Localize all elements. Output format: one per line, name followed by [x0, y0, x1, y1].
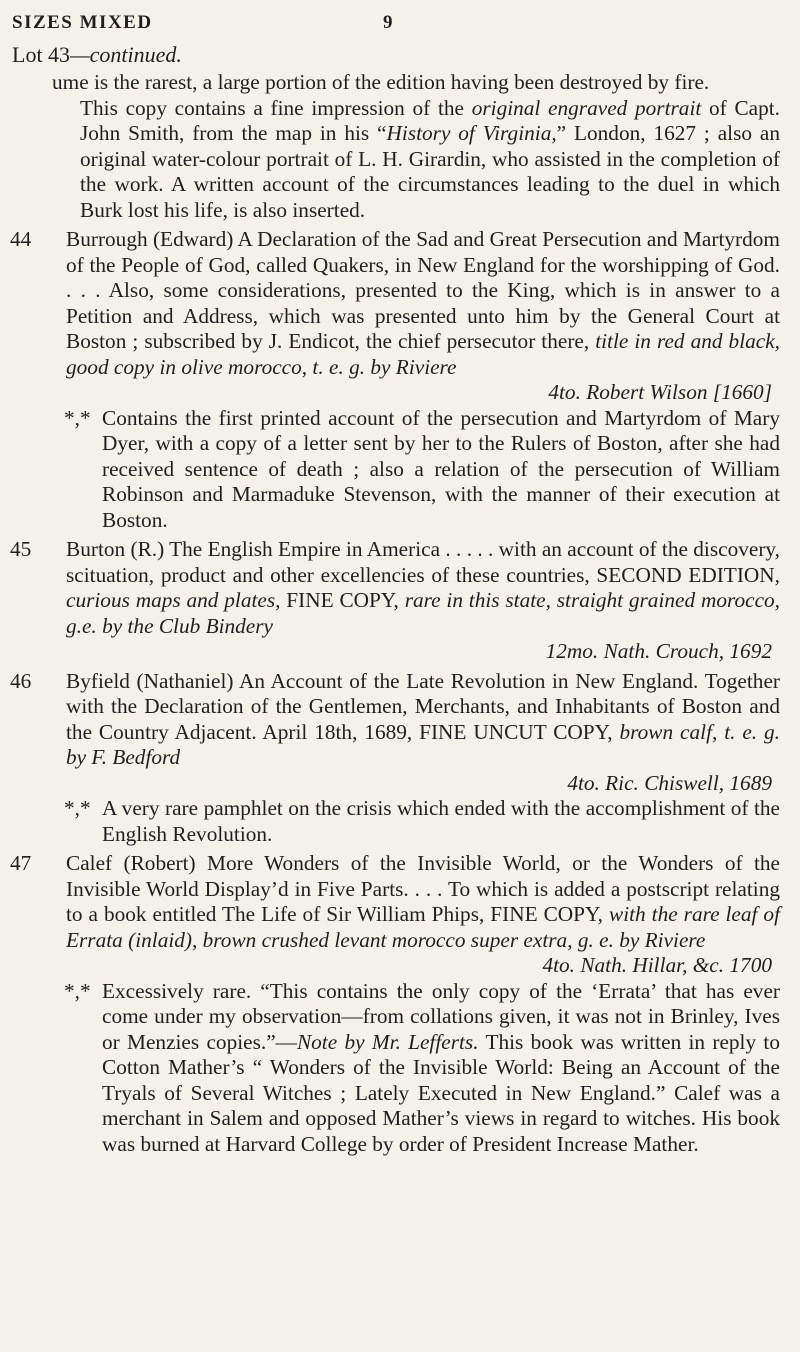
lot47-text-b: with the rare leaf of Errata (inlaid), brown crushed levant morocco super extra, g. e. by Riviere — [66, 902, 780, 952]
lot-45 — [10, 537, 780, 639]
lot43-text-2b: original engraved portrait — [471, 95, 702, 120]
catalogue-body — [10, 70, 781, 1157]
lot45-text-b: curious maps and plates, — [66, 588, 281, 612]
lot-46 — [10, 668, 780, 771]
lot-number: 44 — [10, 227, 32, 251]
lot43-description — [52, 96, 780, 224]
lot47-note — [52, 979, 780, 1158]
lot47-note-text-a: Excessively rare. “This contains the only copy of the ‘Errata’ that has ever come under my observation—from collations given, it was not in Brinley, Ives or Menzies copies.”— — [102, 978, 780, 1054]
lot44-text-a: Burrough (Edward) A Declaration of the Sad and Great Persecution and Martyrdom of the People of God, called Quakers, in New England for the worshipping of God. . . . Also, some considerations, presented to the King, which is in answer to a Petition and Address, which was presented unto him by the General Court at Boston ; subscribed by J. Endicot, the chief persecutor there, — [66, 227, 780, 353]
lot45-text-a: Burton (R.) The English Empire in America . . . . . with an account of the discovery, scituation, product and other excellencies of these countries, SECOND EDITION, — [66, 537, 780, 587]
asterism: *,* — [64, 796, 91, 820]
lot47-note-text-b: Note by Mr. Lefferts. — [296, 1029, 479, 1054]
lot-47 — [10, 851, 780, 953]
lot-number: 45 — [10, 537, 32, 561]
continuation-label: —continued. — [70, 42, 182, 67]
lot46-text-b: brown calf, t. e. g. by F. Bedford — [66, 719, 780, 769]
running-head — [12, 12, 764, 34]
lot-number: 46 — [10, 668, 32, 693]
lot43-text-2d: History of Virginia, — [386, 121, 557, 145]
lot43-text-1: ume is the rarest, a large portion of the edition having been destroyed by fire. — [52, 70, 710, 94]
section-title: SIZES MIXED — [12, 12, 153, 33]
continuation-heading — [12, 42, 182, 68]
lot44-note-text: Contains the first printed account of the persecution and Martyrdom of Mary Dyer, with a copy of a letter sent by her to the Rulers of Boston, after she had received sentence of death ; also a relation of the persecution of William Robinson and Marmaduke Stevenson, with the manner of their execution at Boston. — [102, 405, 780, 532]
asterism: *,* — [64, 978, 91, 1003]
lot45-imprint: 12mo. Nath. Crouch, 1692 — [545, 639, 772, 663]
lot46-note — [52, 796, 780, 847]
lot45-text-d: rare in this state, straight grained morocco, g.e. by the Club Bindery — [66, 588, 780, 638]
lot46-imprint: 4to. Ric. Chiswell, 1689 — [567, 770, 772, 795]
lot43-continuation-text — [52, 70, 780, 96]
lot43-text-2e: ” London, 1627 ; also an original water-colour portrait of L. H. Girardin, who assisted in the completion of the work. A written account of the circumstances leading to the duel in which Burk lost his life, is also inserted. — [80, 121, 780, 222]
continuation-lot: Lot 43 — [12, 42, 71, 67]
lot43-text-2a: This copy contains a fine impression of the — [80, 95, 472, 120]
lot43-text-2c: of Capt. John Smith, from the map in his “ — [80, 95, 781, 145]
lot47-imprint: 4to. Nath. Hillar, &c. 1700 — [542, 953, 772, 977]
lot46-text-a: Byfield (Nathaniel) An Account of the Late Revolution in New England. Together with the Declaration of the Gentlemen, Merchants, and Inhabitants of Boston and the Country Adjacent. April 18th, 1689, FINE UNCUT COPY, — [66, 668, 780, 744]
lot44-text-b: title in red and black, good copy in olive morocco, t. e. g. by Riviere — [66, 329, 780, 379]
lot47-text-a: Calef (Robert) More Wonders of the Invisible World, or the Wonders of the Invisible World Display’d in Five Parts. . . . To which is added a postscript relating to a book entitled The Life of Sir William Phips, FINE COPY, — [66, 851, 780, 926]
asterism: *,* — [64, 405, 91, 430]
lot44-note — [52, 406, 780, 534]
lot47-note-text-c: This book was written in reply to Cotton Mather’s “ Wonders of the Invisible World: Being an Account of the Tryals of Several Witches ; Lately Executed in New England.” Calef was a merchant in Salem and opposed Mather’s views in regard to witches. His book was burned at Harvard College by order of President Increase Mather. — [102, 1029, 780, 1156]
lot44-imprint: 4to. Robert Wilson [1660] — [548, 380, 772, 404]
lot-number: 47 — [10, 851, 32, 875]
lot45-text-c: FINE COPY, — [280, 588, 405, 612]
lot46-note-text: A very rare pamphlet on the crisis which ended with the accomplishment of the English Revolution. — [102, 796, 780, 846]
page-number: 9 — [383, 12, 394, 33]
lot-44 — [10, 227, 780, 380]
